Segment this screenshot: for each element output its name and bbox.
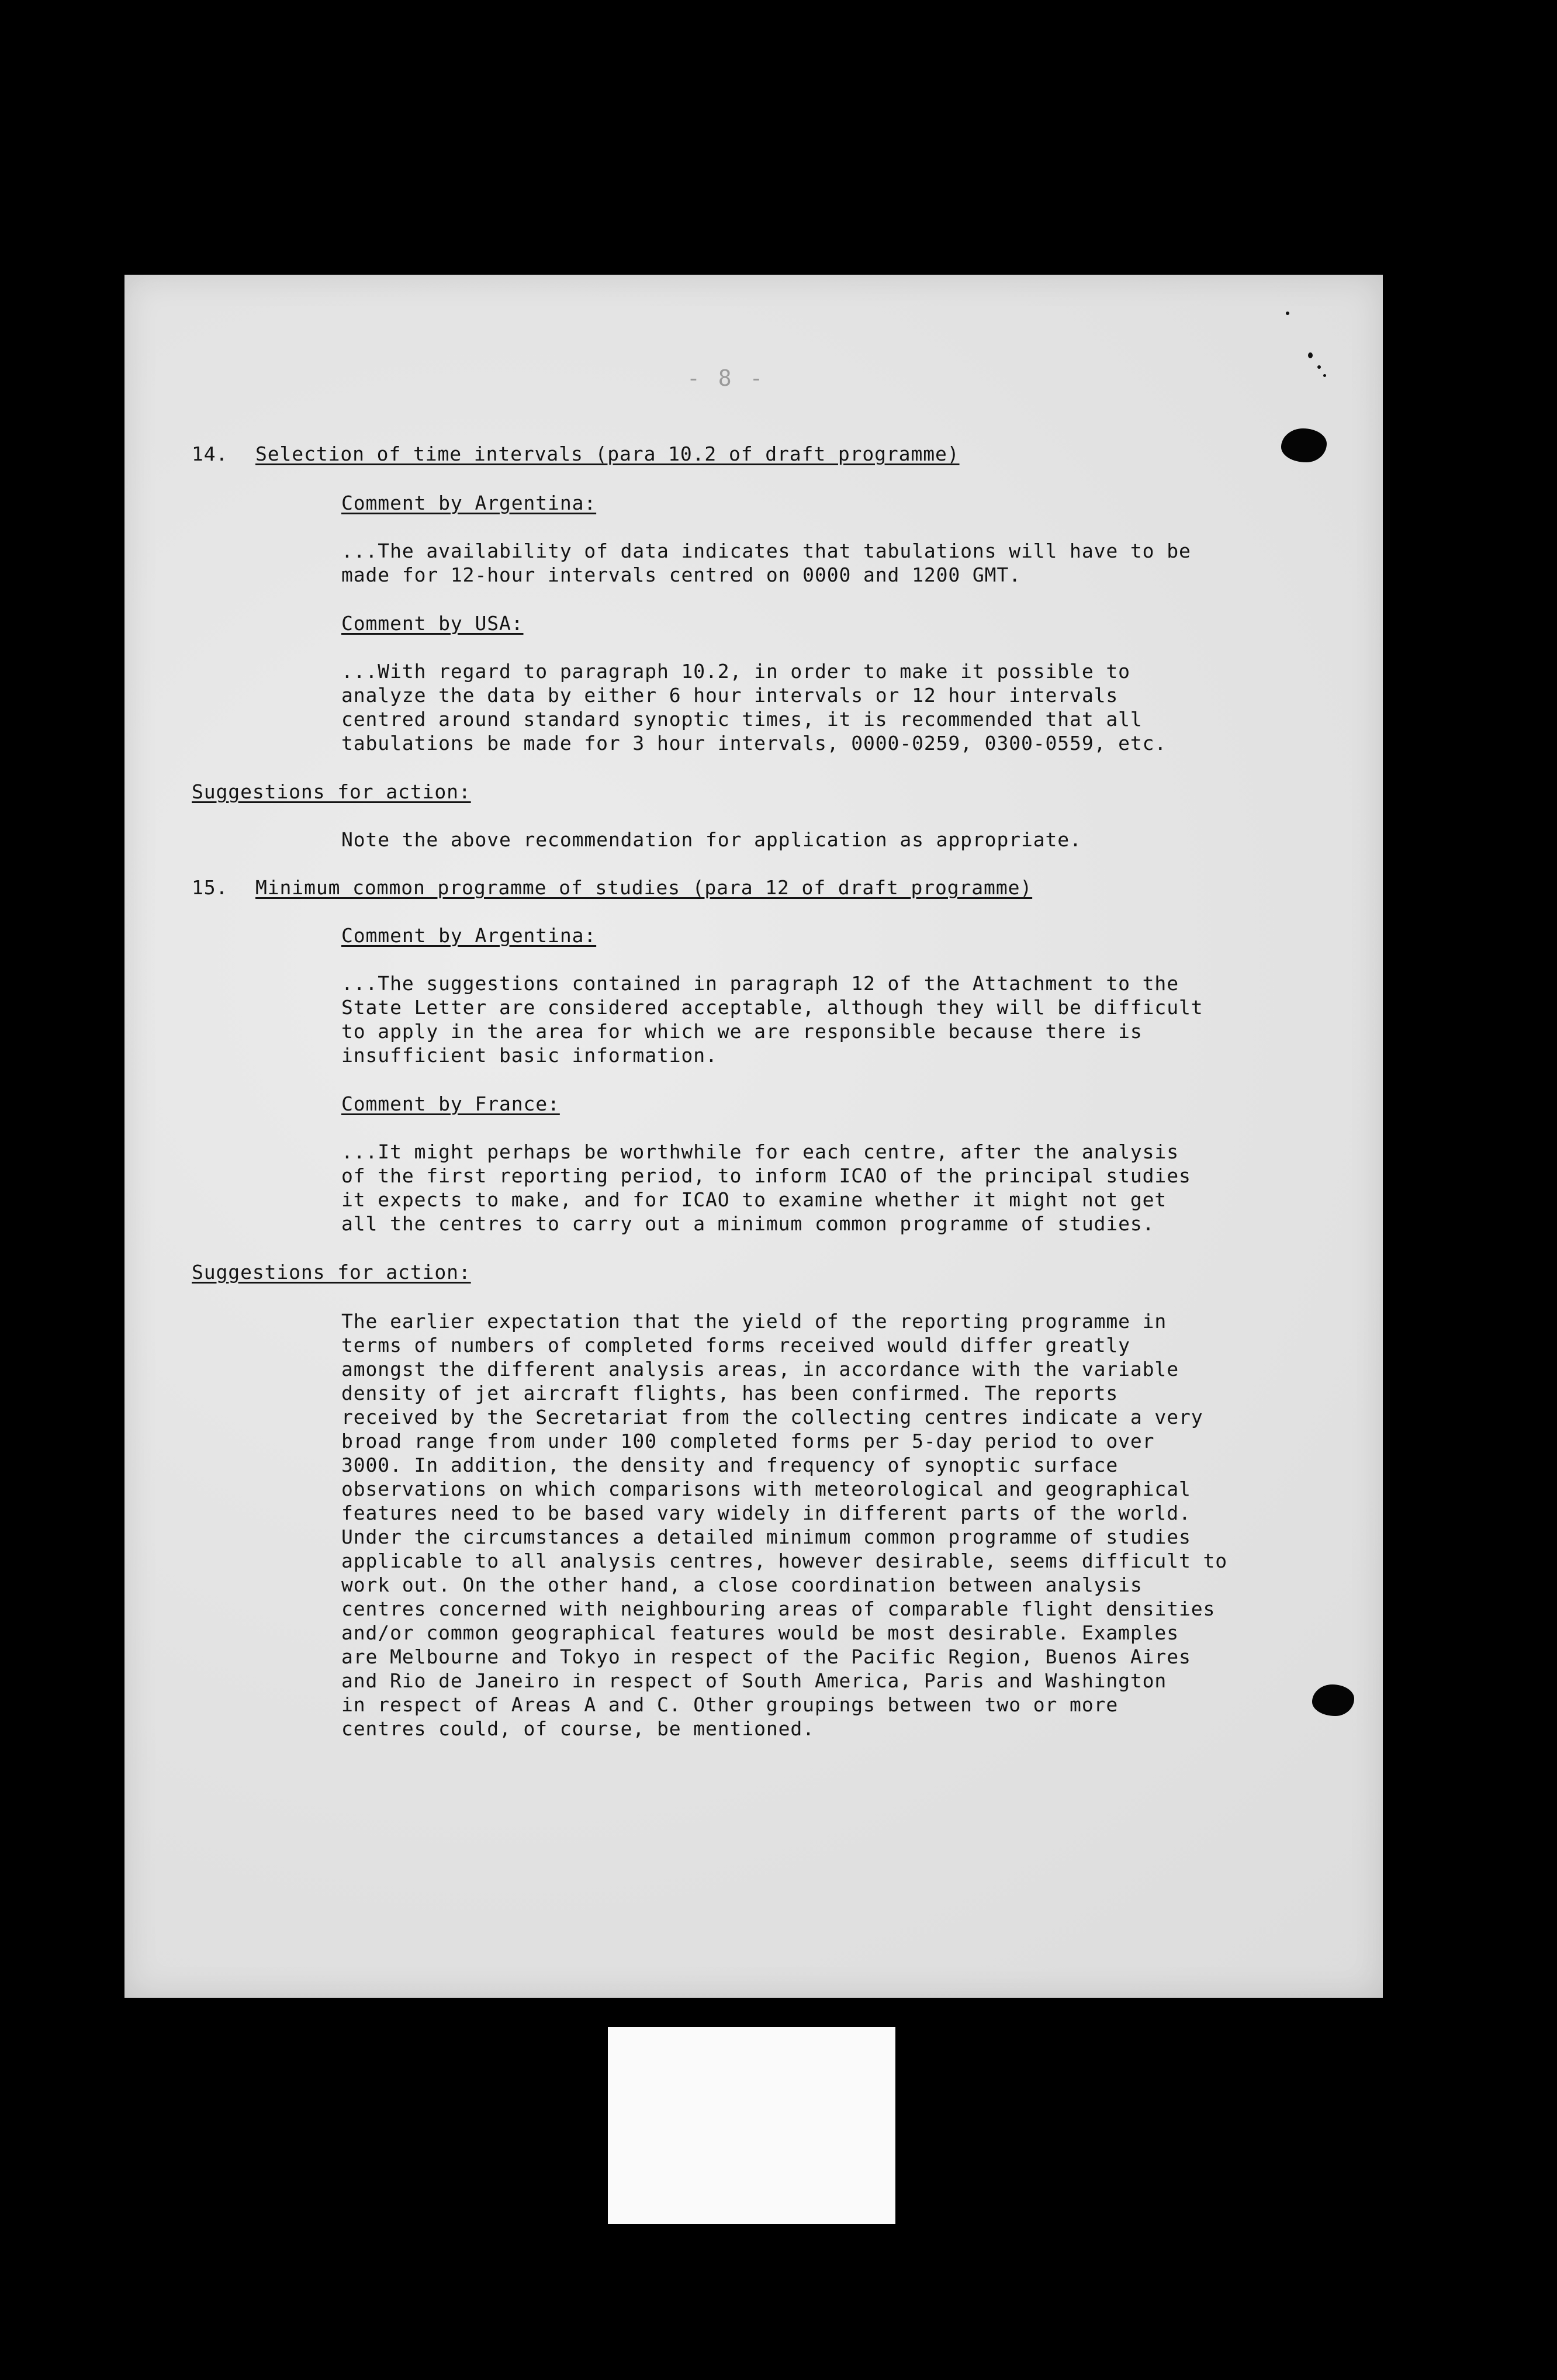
suggestions-text-14: Note the above recommendation for application as appropriate. <box>341 828 1082 851</box>
ink-speck <box>1286 312 1289 315</box>
suggestions-label-15: Suggestions for action: <box>192 1261 471 1284</box>
ink-speck <box>1308 352 1313 358</box>
section-15-number: 15. <box>192 876 229 899</box>
ink-speck <box>1317 365 1321 369</box>
suggestions-text-15: The earlier expectation that the yield of the reporting programme in terms of numbers of completed forms received would differ greatly amongst the different analysis areas, in accordance with the variable density of jet aircraft flights, has been confirmed. The reports received by the Secretariat from the collecting centres indicate a very broad range from under 100 completed forms per 5-day period to over 3000. In addition, the density and frequency of synoptic surface observations on which comparisons with meteorological and geographical features need to be based vary widely in different parts of the world. Under the circumstances a detailed minimum common programme of studies applicable to all analysis centres, however desirable, seems difficult to work out. On the other hand, a close coordination between analysis centres concerned with neighbouring areas of comparable flight densities and/or common geographical features would be most desirable. Examples are Melbourne and Tokyo in respect of the Pacific Region, Buenos Aires and Rio de Janeiro in respect of South America, Paris and Washington in respect of Areas A and C. Other groupings between two or more centres could, of course, be mentioned. <box>341 1310 1228 1740</box>
ink-speck <box>1323 374 1326 377</box>
ink-blot <box>1281 428 1327 462</box>
comment-text-argentina: ...The availability of data indicates that tabulations will have to be made for 12-hour intervals centred on 0000 and 1200 GMT. <box>341 539 1191 586</box>
ink-blot <box>1312 1684 1354 1716</box>
blank-placard <box>608 2027 895 2224</box>
comment-label-usa: Comment by USA: <box>341 612 524 635</box>
section-15-heading: Minimum common programme of studies (para 12 of draft programme) <box>255 876 1033 899</box>
section-14-heading: Selection of time intervals (para 10.2 of draft programme) <box>255 442 960 465</box>
comment-label-argentina: Comment by Argentina: <box>341 492 597 514</box>
page-number: - 8 - <box>687 365 766 391</box>
section-14-number: 14. <box>192 442 229 465</box>
comment-text-argentina-15: ...The suggestions contained in paragraph 12 of the Attachment to the State Letter are considered acceptable, although they will be difficult to apply in the area for which we are responsible because there is insufficient basic information. <box>341 972 1203 1067</box>
comment-label-france: Comment by France: <box>341 1092 560 1115</box>
suggestions-label-14: Suggestions for action: <box>192 780 471 803</box>
comment-text-usa: ...With regard to paragraph 10.2, in order to make it possible to analyze the data by either 6 hour intervals or 12 hour intervals centred around standard synoptic times, it is recommended that all tabulations be made for 3 hour intervals, 0000-0259, 0300-0559, etc. <box>341 660 1167 755</box>
comment-label-argentina-15: Comment by Argentina: <box>341 924 597 947</box>
comment-text-france: ...It might perhaps be worthwhile for each centre, after the analysis of the first reporting period, to inform ICAO of the principal studies it expects to make, and for ICAO to examine whether it might not get all the centres to carry out a minimum common programme of studies. <box>341 1140 1191 1235</box>
